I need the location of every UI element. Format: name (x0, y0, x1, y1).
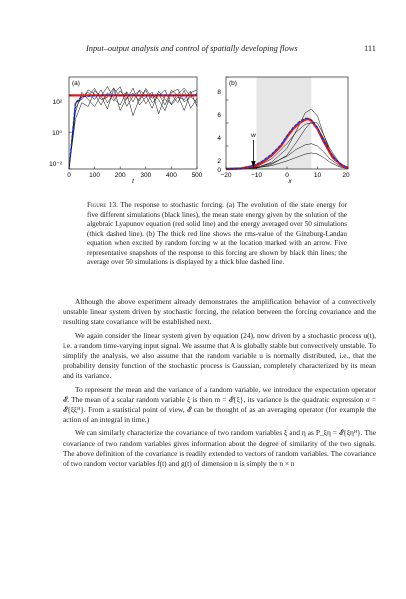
running-title: Input–output analysis and control of spatially developing flows (86, 44, 298, 53)
panel-a-frame (69, 77, 197, 169)
panel-b-shaded-region (257, 77, 312, 169)
panel-b-x-axis-label: x (288, 178, 292, 185)
panel-b-xtick: 10 (313, 172, 322, 179)
figure-13 (0, 0, 406, 200)
paragraph: We again consider the linear system given by equation (24), now driven by a stochastic process u(t), i.e. a random time-varying input signal. We assume that A is globally stable but convectively unstable. To simplify the analysis, we also assume that the random variable u is normally distributed, i.e., that the probability density function of the stochastic process is Gaussian, completely characterized by its mean and its variance. (63, 330, 376, 381)
paragraph: Although the above experiment already demonstrates the amplification behavior of a convectively unstable linear system driven by stochastic forcing, the relation between the forcing covariance and the resulting state covariance will be established next. (63, 297, 376, 327)
panel-b-ytick: 0 (217, 167, 221, 174)
panel-a-label: (a) (72, 80, 80, 87)
panel-a-xtick: 400 (165, 172, 177, 179)
caption-text: The response to stochastic forcing. (a) The evolution of the state energy for five different simulations (black lines), the mean state energy given by the solution of the algebraic Lyapunov equation (red solid line) and the energy averaged over 50 simulations (thick dashed line). (b) The thick red line shows the rms-value of the Ginzburg-Landau equation when excited by random forcing w at the location marked with an arrow. Five representative snapshots of the response to this forcing are shown by black thin lines; the average over 50 simulations is displayed by a thick blue dashed line. (87, 201, 347, 266)
panel-b-ytick: 2 (217, 158, 221, 165)
forcing-marker-label: w (251, 132, 256, 139)
panel-a-xtick: 100 (89, 172, 101, 179)
panel-a-xtick: 200 (114, 172, 126, 179)
paragraph: To represent the mean and the variance of a random variable, we introduce the expectation operator 𝓔. The mean of a scalar random variable ξ is then m = 𝓔{ξ}, its variance is the quadratic expression σ = 𝓔{ξξᴴ}. From a statistical point of view, 𝓔 can be thought of as an averaging operator (for example the action of an integral in time.) (63, 384, 376, 425)
panel-a-ytick: 10⁰ (52, 130, 62, 137)
panel-b-y-ticks (217, 89, 221, 174)
panel-b-xtick: 0 (285, 172, 289, 179)
panel-a-x-axis-label: t (132, 178, 134, 185)
panel-a-x-ticks (67, 172, 203, 179)
panel-a-ytick: 10² (52, 99, 62, 106)
panel-a-xtick: 500 (191, 172, 203, 179)
panel-b-ytick: 8 (217, 89, 221, 96)
panel-a-ytick: 10⁻² (49, 161, 62, 168)
paragraph: We can similarly characterize the covariance of two random variables ξ and η as P_ξη = 𝓔{ξηᴴ}. The covariance of two random variables gives information about the degree of similarity of the two signals. The above definition of the covariance is readily extended to vectors of random variables. The covariance of two random vector variables f(t) and g(t) of dimension n is simply the n × n (63, 428, 376, 469)
page-number: 111 (364, 44, 376, 53)
panel-b-x-ticks (220, 172, 350, 179)
panel-b-ytick: 6 (217, 112, 221, 119)
panel-a-y-ticks (49, 99, 63, 168)
panel-a-xtick: 300 (140, 172, 152, 179)
panel-b-label: (b) (229, 80, 237, 87)
panel-b-xtick: −10 (250, 172, 263, 179)
figure-caption (87, 201, 347, 268)
panel-b-xtick: 20 (342, 172, 350, 179)
caption-label: Figure 13. (87, 201, 118, 209)
panel-a-xtick: 0 (67, 172, 71, 179)
panel-a (49, 77, 203, 185)
panel-b-xtick: −20 (220, 172, 232, 179)
panel-b-ytick: 4 (217, 135, 221, 142)
panel-b (217, 77, 350, 185)
body-text (63, 297, 376, 472)
